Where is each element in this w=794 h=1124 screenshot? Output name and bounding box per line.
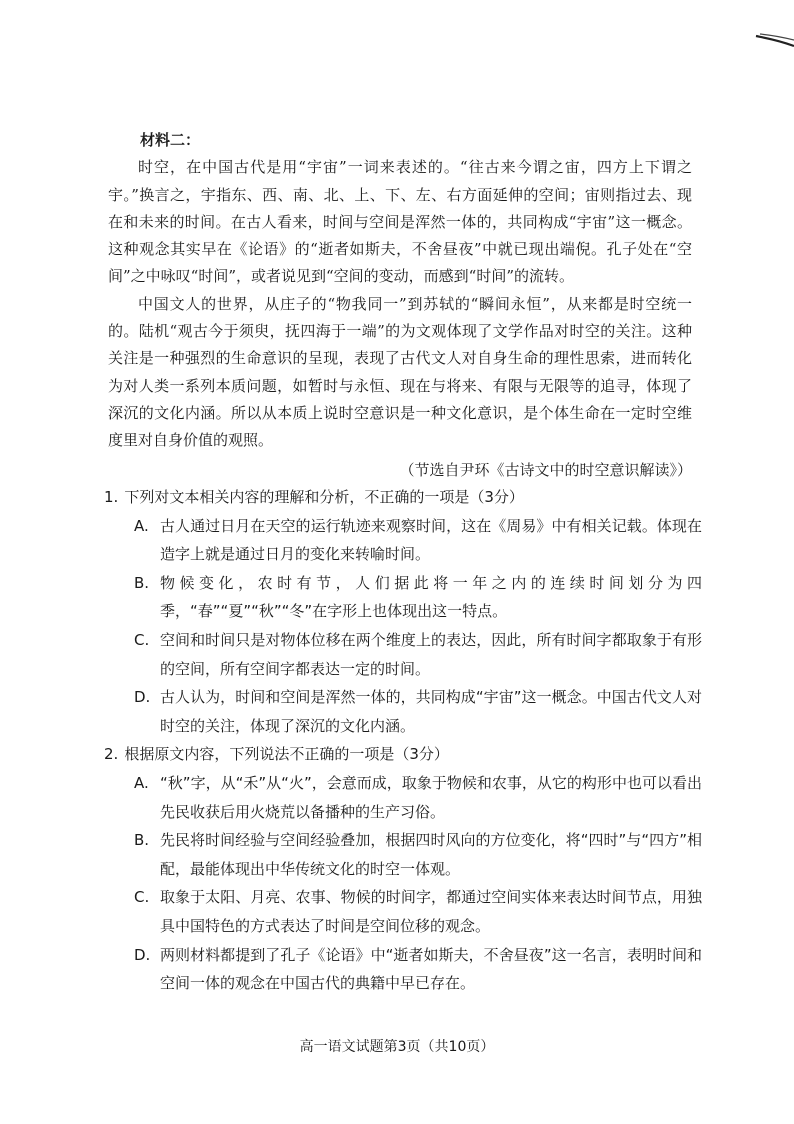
option-c [134, 883, 702, 940]
material-two [108, 127, 692, 484]
option-letter: D. [134, 945, 151, 964]
question-number: 2. [104, 745, 119, 764]
question-stem [104, 740, 702, 769]
option-text: 物候变化，农时有节，人们据此将一年之内的连续时间划分为四季，“春”“夏”“秋”“冬”在字形上也体现出这一特点。 [160, 573, 702, 621]
material-paragraph: 中国文人的世界，从庄子的“物我同一”到苏轼的“瞬间永恒”，从来都是时空统一的。陆机“观古今于须臾，抚四海于一端”的为文观体现了文学作品对时空的关注。这种关注是一种强烈的生命意识的呈现，表现了古代文人对自身生命的理性思索，进而转化为对人类一系列本质问题，如暂时与永恒、现在与将来、有限与无限等的追寻，体现了深沉的文化内涵。所以从本质上说时空意识是一种文化意识，是个体生命在一定时空维度里对自身价值的观照。 [108, 294, 692, 450]
option-letter: C. [134, 888, 150, 907]
option-text: 两则材料都提到了孔子《论语》中“逝者如斯夫，不舍昼夜”这一名言，表明时间和空间一体的观念在中国古代的典籍中早已存在。 [160, 945, 702, 993]
option-letter: A. [134, 516, 149, 535]
page-footer: 高一语文试题第3页（共10页） [299, 1039, 495, 1055]
option-text: 空间和时间只是对物体位移在两个维度上的表达，因此，所有时间字都取象于有形的空间，所有空间字都表达一定的时间。 [160, 630, 702, 678]
question-text: 下列对文本相关内容的理解和分析，不正确的一项是（3分） [124, 488, 524, 506]
option-d [134, 941, 702, 998]
question-text: 根据原文内容，下列说法不正确的一项是（3分） [124, 745, 449, 764]
question-number: 1. [104, 488, 119, 506]
material-paragraph: 时空，在中国古代是用“宇宙”一词来表述的。“往古来今谓之宙，四方上下谓之宇。”换言之，宇指东、西、南、北、上、下、左、右方面延伸的空间；宙则指过去、现在和未来的时间。在古人看来，时间与空间是浑然一体的，共同构成“宇宙”这一概念。这种观念其实早在《论语》的“逝者如斯夫，不舍昼夜”中就已现出端倪。孔子处在“空间”之中咏叹“时间”，或者说见到“空间的变动，而感到“时间”的流转。 [108, 158, 692, 286]
option-a [134, 512, 702, 569]
option-text: 古人认为，时间和空间是浑然一体的，共同构成“宇宙”这一概念。中国古代文人对时空的关注，体现了深沉的文化内涵。 [160, 688, 702, 735]
option-text: 古人通过日月在天空的运行轨迹来观察时间，这在《周易》中有相关记载。体现在造字上就是通过日月的变化来转喻时间。 [160, 516, 702, 564]
option-text: 取象于太阳、月亮、农事、物候的时间字，都通过空间实体来表达时间节点，用独具中国特色的方式表达了时间是空间位移的观念。 [160, 888, 702, 935]
option-letter: D. [134, 688, 151, 707]
question-2 [104, 740, 702, 997]
option-b [134, 569, 702, 626]
material-heading: 材料二： [140, 131, 201, 149]
option-letter: A. [134, 773, 149, 792]
option-c [134, 626, 702, 683]
material-source: （节选自尹环《古诗文中的时空意识解读》） [399, 460, 692, 479]
option-d [134, 683, 702, 740]
question-1 [104, 483, 702, 740]
scan-corner-mark [754, 30, 794, 52]
option-text: “秋”字，从“禾”从“火”，会意而成，取象于物候和农事，从它的构形中也可以看出先民收获后用火烧荒以备播种的生产习俗。 [160, 773, 702, 821]
option-text: 先民将时间经验与空间经验叠加，根据四时风向的方位变化，将“四时”与“四方”相配，最能体现出中华传统文化的时空一体观。 [160, 831, 702, 878]
option-a [134, 769, 702, 826]
option-letter: C. [134, 630, 150, 649]
question-list [104, 483, 702, 998]
question-stem [104, 483, 702, 512]
option-b [134, 826, 702, 883]
option-letter: B. [134, 573, 150, 592]
option-letter: B. [134, 831, 150, 850]
